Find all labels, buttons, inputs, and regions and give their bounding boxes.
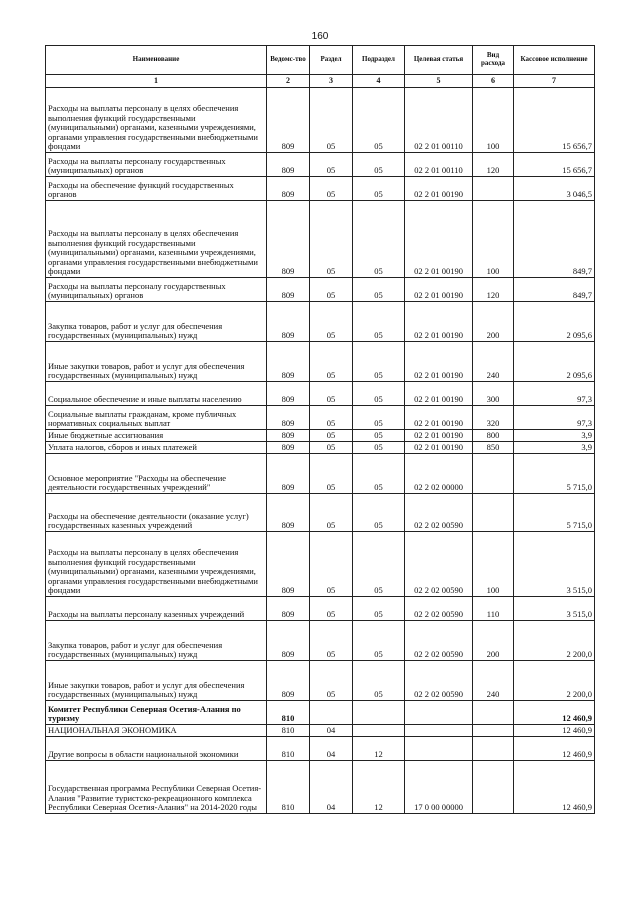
row-expense-type-cell: 320 — [473, 406, 514, 430]
table-row — [46, 494, 595, 532]
row-amount-cell: 3 046,5 — [514, 177, 595, 201]
row-expense-type-cell — [473, 725, 514, 737]
row-target-cell — [405, 737, 473, 761]
row-name-cell: Расходы на выплаты персоналу в целях обеспечения выполнения функций государственными (муниципальными) органами, казенными учреждениями, органами управления государственными внебюджетными фондами — [46, 532, 267, 597]
row-dept-cell: 809 — [267, 454, 310, 494]
row-section-cell: 05 — [310, 430, 353, 442]
table-row — [46, 88, 595, 153]
table-row — [46, 442, 595, 454]
row-dept-cell: 809 — [267, 201, 310, 278]
row-expense-type-cell: 120 — [473, 153, 514, 177]
row-subsection-cell: 05 — [353, 430, 405, 442]
row-dept-cell: 809 — [267, 430, 310, 442]
row-amount-cell: 5 715,0 — [514, 454, 595, 494]
table-row — [46, 201, 595, 278]
row-dept-cell: 809 — [267, 382, 310, 406]
row-target-cell: 02 2 01 00190 — [405, 430, 473, 442]
row-expense-type-cell: 850 — [473, 442, 514, 454]
column-number: 6 — [473, 75, 514, 88]
row-section-cell: 05 — [310, 661, 353, 701]
row-section-cell: 05 — [310, 177, 353, 201]
row-amount-cell: 849,7 — [514, 278, 595, 302]
table-row — [46, 661, 595, 701]
row-section-cell: 05 — [310, 454, 353, 494]
row-section-cell: 05 — [310, 382, 353, 406]
row-expense-type-cell: 110 — [473, 597, 514, 621]
table-body — [46, 88, 595, 814]
row-amount-cell: 2 095,6 — [514, 342, 595, 382]
row-amount-cell: 2 200,0 — [514, 621, 595, 661]
row-amount-cell: 12 460,9 — [514, 725, 595, 737]
row-expense-type-cell — [473, 494, 514, 532]
row-section-cell: 05 — [310, 621, 353, 661]
row-name-cell: Иные закупки товаров, работ и услуг для обеспечения государственных (муниципальных) нужд — [46, 342, 267, 382]
row-target-cell: 02 2 02 00590 — [405, 621, 473, 661]
row-name-cell: Иные закупки товаров, работ и услуг для обеспечения государственных (муниципальных) нужд — [46, 661, 267, 701]
table-row — [46, 382, 595, 406]
row-subsection-cell: 05 — [353, 532, 405, 597]
row-amount-cell: 2 095,6 — [514, 302, 595, 342]
row-name-cell: Государственная программа Республики Северная Осетия-Алания "Развитие туристско-рекреационного комплекса Республики Северная Осетия-Алания" на 2014-2020 годы — [46, 761, 267, 814]
row-subsection-cell: 05 — [353, 621, 405, 661]
column-number: 5 — [405, 75, 473, 88]
row-target-cell: 02 2 01 00110 — [405, 88, 473, 153]
row-dept-cell: 810 — [267, 701, 310, 725]
row-subsection-cell: 12 — [353, 761, 405, 814]
table-row — [46, 532, 595, 597]
row-amount-cell: 3 515,0 — [514, 532, 595, 597]
row-section-cell: 04 — [310, 725, 353, 737]
row-expense-type-cell: 200 — [473, 621, 514, 661]
row-subsection-cell: 05 — [353, 494, 405, 532]
row-target-cell: 02 2 01 00190 — [405, 406, 473, 430]
row-target-cell: 02 2 01 00190 — [405, 442, 473, 454]
table-row — [46, 701, 595, 725]
row-target-cell: 02 2 02 00590 — [405, 532, 473, 597]
row-expense-type-cell: 120 — [473, 278, 514, 302]
row-subsection-cell — [353, 725, 405, 737]
row-subsection-cell: 05 — [353, 201, 405, 278]
row-subsection-cell: 05 — [353, 442, 405, 454]
row-name-cell: Расходы на выплаты персоналу в целях обеспечения выполнения функций государственными (муниципальными) органами, казенными учреждениями, органами управления государственными внебюджетными фондами — [46, 201, 267, 278]
row-target-cell: 02 2 02 00590 — [405, 494, 473, 532]
table-row — [46, 737, 595, 761]
row-expense-type-cell: 300 — [473, 382, 514, 406]
row-expense-type-cell: 200 — [473, 302, 514, 342]
row-expense-type-cell — [473, 761, 514, 814]
row-dept-cell: 809 — [267, 532, 310, 597]
column-header-amount: Кассовое исполнение — [514, 46, 595, 75]
table-row — [46, 430, 595, 442]
table-row — [46, 177, 595, 201]
row-dept-cell: 809 — [267, 621, 310, 661]
column-number-row — [46, 75, 595, 88]
row-subsection-cell — [353, 701, 405, 725]
row-subsection-cell: 05 — [353, 661, 405, 701]
row-amount-cell: 12 460,9 — [514, 701, 595, 725]
table-row — [46, 761, 595, 814]
row-name-cell: Иные бюджетные ассигнования — [46, 430, 267, 442]
row-target-cell: 02 2 01 00190 — [405, 302, 473, 342]
row-expense-type-cell: 240 — [473, 342, 514, 382]
row-target-cell: 02 2 02 00000 — [405, 454, 473, 494]
row-name-cell: Расходы на выплаты персоналу государственных (муниципальных) органов — [46, 153, 267, 177]
table-row — [46, 278, 595, 302]
row-amount-cell: 15 656,7 — [514, 153, 595, 177]
page-number: 160 — [311, 31, 329, 42]
row-section-cell: 05 — [310, 153, 353, 177]
row-target-cell: 02 2 01 00190 — [405, 382, 473, 406]
column-number: 7 — [514, 75, 595, 88]
row-section-cell: 04 — [310, 737, 353, 761]
row-amount-cell: 849,7 — [514, 201, 595, 278]
row-target-cell: 02 2 02 00590 — [405, 661, 473, 701]
row-section-cell: 05 — [310, 406, 353, 430]
row-section-cell: 04 — [310, 761, 353, 814]
row-subsection-cell: 05 — [353, 454, 405, 494]
row-name-cell: Другие вопросы в области национальной экономики — [46, 737, 267, 761]
row-target-cell — [405, 701, 473, 725]
row-name-cell: Расходы на обеспечение деятельности (оказание услуг) государственных казенных учреждений — [46, 494, 267, 532]
row-section-cell: 05 — [310, 88, 353, 153]
row-dept-cell: 810 — [267, 725, 310, 737]
row-dept-cell: 809 — [267, 88, 310, 153]
row-subsection-cell: 05 — [353, 88, 405, 153]
row-expense-type-cell: 100 — [473, 201, 514, 278]
row-name-cell: Комитет Республики Северная Осетия-Алания по туризму — [46, 701, 267, 725]
row-name-cell: Основное мероприятие "Расходы на обеспечение деятельности государственных учреждений" — [46, 454, 267, 494]
row-dept-cell: 810 — [267, 737, 310, 761]
table-row — [46, 725, 595, 737]
row-section-cell: 05 — [310, 442, 353, 454]
row-section-cell: 05 — [310, 201, 353, 278]
row-amount-cell: 2 200,0 — [514, 661, 595, 701]
row-name-cell: Социальные выплаты гражданам, кроме публичных нормативных социальных выплат — [46, 406, 267, 430]
row-expense-type-cell: 100 — [473, 88, 514, 153]
row-name-cell: Закупка товаров, работ и услуг для обеспечения государственных (муниципальных) нужд — [46, 621, 267, 661]
row-name-cell: Расходы на выплаты персоналу в целях обеспечения выполнения функций государственными (муниципальными) органами, казенными учреждениями, органами управления государственными внебюджетными фондами — [46, 88, 267, 153]
row-name-cell: Социальное обеспечение и иные выплаты населению — [46, 382, 267, 406]
row-dept-cell: 809 — [267, 661, 310, 701]
row-expense-type-cell — [473, 454, 514, 494]
row-amount-cell: 5 715,0 — [514, 494, 595, 532]
budget-table — [45, 45, 595, 814]
row-target-cell: 02 2 01 00190 — [405, 278, 473, 302]
row-amount-cell: 97,3 — [514, 382, 595, 406]
row-name-cell: Расходы на выплаты персоналу государственных (муниципальных) органов — [46, 278, 267, 302]
column-number: 4 — [353, 75, 405, 88]
row-section-cell: 05 — [310, 342, 353, 382]
row-subsection-cell: 05 — [353, 382, 405, 406]
row-amount-cell: 3,9 — [514, 442, 595, 454]
row-dept-cell: 809 — [267, 442, 310, 454]
row-subsection-cell: 12 — [353, 737, 405, 761]
table-row — [46, 597, 595, 621]
row-expense-type-cell — [473, 701, 514, 725]
column-header-target: Целевая статья — [405, 46, 473, 75]
table-row — [46, 342, 595, 382]
column-number: 2 — [267, 75, 310, 88]
row-dept-cell: 809 — [267, 494, 310, 532]
column-header-section: Раздел — [310, 46, 353, 75]
row-subsection-cell: 05 — [353, 153, 405, 177]
row-amount-cell: 97,3 — [514, 406, 595, 430]
table-row — [46, 302, 595, 342]
column-header-name: Наименование — [46, 46, 267, 75]
row-name-cell: Расходы на выплаты персоналу казенных учреждений — [46, 597, 267, 621]
row-name-cell: Закупка товаров, работ и услуг для обеспечения государственных (муниципальных) нужд — [46, 302, 267, 342]
row-section-cell: 05 — [310, 494, 353, 532]
column-number: 3 — [310, 75, 353, 88]
row-target-cell: 17 0 00 00000 — [405, 761, 473, 814]
row-target-cell: 02 2 02 00590 — [405, 597, 473, 621]
row-name-cell: Расходы на обеспечение функций государственных органов — [46, 177, 267, 201]
row-expense-type-cell: 240 — [473, 661, 514, 701]
row-amount-cell: 3,9 — [514, 430, 595, 442]
row-name-cell: НАЦИОНАЛЬНАЯ ЭКОНОМИКА — [46, 725, 267, 737]
table-row — [46, 621, 595, 661]
row-expense-type-cell — [473, 737, 514, 761]
row-section-cell: 05 — [310, 597, 353, 621]
row-section-cell — [310, 701, 353, 725]
row-expense-type-cell — [473, 177, 514, 201]
row-subsection-cell: 05 — [353, 278, 405, 302]
row-section-cell: 05 — [310, 532, 353, 597]
row-target-cell: 02 2 01 00190 — [405, 177, 473, 201]
row-amount-cell: 12 460,9 — [514, 761, 595, 814]
row-expense-type-cell: 100 — [473, 532, 514, 597]
row-dept-cell: 809 — [267, 278, 310, 302]
row-dept-cell: 809 — [267, 342, 310, 382]
row-amount-cell: 12 460,9 — [514, 737, 595, 761]
row-subsection-cell: 05 — [353, 342, 405, 382]
row-dept-cell: 809 — [267, 597, 310, 621]
row-amount-cell: 3 515,0 — [514, 597, 595, 621]
column-number: 1 — [46, 75, 267, 88]
row-expense-type-cell: 800 — [473, 430, 514, 442]
row-dept-cell: 809 — [267, 177, 310, 201]
row-section-cell: 05 — [310, 278, 353, 302]
row-amount-cell: 15 656,7 — [514, 88, 595, 153]
table-row — [46, 454, 595, 494]
table-row — [46, 406, 595, 430]
row-name-cell: Уплата налогов, сборов и иных платежей — [46, 442, 267, 454]
row-target-cell: 02 2 01 00190 — [405, 342, 473, 382]
row-subsection-cell: 05 — [353, 177, 405, 201]
row-subsection-cell: 05 — [353, 302, 405, 342]
column-header-expense-type: Вид расхода — [473, 46, 514, 75]
row-dept-cell: 809 — [267, 406, 310, 430]
header-row — [46, 46, 595, 75]
column-header-dept: Ведомс-тво — [267, 46, 310, 75]
row-section-cell: 05 — [310, 302, 353, 342]
row-target-cell: 02 2 01 00110 — [405, 153, 473, 177]
row-dept-cell: 810 — [267, 761, 310, 814]
column-header-subsection: Подраздел — [353, 46, 405, 75]
row-target-cell: 02 2 01 00190 — [405, 201, 473, 278]
row-dept-cell: 809 — [267, 302, 310, 342]
row-subsection-cell: 05 — [353, 406, 405, 430]
row-target-cell — [405, 725, 473, 737]
row-subsection-cell: 05 — [353, 597, 405, 621]
table-row — [46, 153, 595, 177]
row-dept-cell: 809 — [267, 153, 310, 177]
